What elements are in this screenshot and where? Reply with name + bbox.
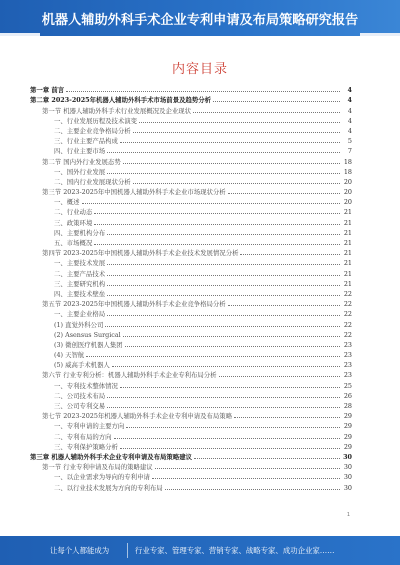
toc-entry[interactable] xyxy=(30,379,352,389)
toc-entry-title: 二、国内行业发展现状分析 xyxy=(54,177,131,186)
toc-leader-dots xyxy=(107,285,340,286)
toc-entry-page: 30 xyxy=(343,483,352,492)
toc-leader-dots xyxy=(123,163,340,164)
report-header xyxy=(0,0,400,36)
toc-entry-page: 22 xyxy=(343,330,352,339)
toc-entry-title: 二、专利布局的方向 xyxy=(54,432,112,441)
toc-leader-dots xyxy=(105,326,340,327)
toc-entry[interactable] xyxy=(30,441,352,451)
toc-entry-page: 4 xyxy=(347,86,352,95)
toc-leader-dots xyxy=(139,122,340,123)
toc-entry[interactable] xyxy=(30,247,352,257)
toc-entry-page: 4 xyxy=(347,116,352,125)
toc-entry-page: 20 xyxy=(343,177,352,186)
toc-entry[interactable] xyxy=(30,145,352,155)
toc-entry-title: 第五节 2023-2025年中国机器人辅助外科手术企业竞争格局分析 xyxy=(42,300,226,309)
toc-entry[interactable] xyxy=(30,104,352,114)
toc-leader-dots xyxy=(94,213,340,214)
toc-leader-dots xyxy=(152,478,340,479)
toc-entry[interactable] xyxy=(30,155,352,165)
toc-entry-page: 21 xyxy=(343,269,352,278)
toc-entry-page: 22 xyxy=(343,300,352,309)
toc-leader-dots xyxy=(193,112,340,113)
toc-entry[interactable] xyxy=(30,471,352,481)
toc-entry[interactable] xyxy=(30,349,352,359)
toc-entry[interactable] xyxy=(30,84,352,94)
toc-leader-dots xyxy=(126,427,340,428)
toc-entry[interactable] xyxy=(30,94,352,104)
page-number: 1 xyxy=(346,512,350,518)
toc-entry[interactable] xyxy=(30,237,352,247)
toc-entry-title: 一、以企业需求为导向的专利申请 xyxy=(54,473,150,482)
toc-entry-title: 一、行业发展历程及技术演变 xyxy=(54,116,138,125)
toc-entry[interactable] xyxy=(30,257,352,267)
toc-entry[interactable] xyxy=(30,166,352,176)
table-of-contents xyxy=(30,84,352,492)
toc-entry-page: 30 xyxy=(343,452,352,461)
toc-leader-dots xyxy=(125,346,340,347)
toc-entry-title: 三、主要研究机构 xyxy=(54,279,106,288)
toc-entry-page: 21 xyxy=(343,249,352,258)
toc-entry[interactable] xyxy=(30,267,352,277)
toc-entry[interactable] xyxy=(30,135,352,145)
toc-entry[interactable] xyxy=(30,206,352,216)
toc-entry-page: 23 xyxy=(343,351,352,360)
toc-leader-dots xyxy=(94,244,340,245)
toc-leader-dots xyxy=(213,101,340,102)
toc-entry-title: 三、公司专利交易 xyxy=(54,402,106,410)
toc-entry-page: 4 xyxy=(347,96,352,105)
toc-entry-page: 23 xyxy=(343,361,352,370)
toc-leader-dots xyxy=(107,152,340,153)
footer-slogan-right: 行业专家、管理专家、营销专家、战略专家、成功企业家…… xyxy=(135,546,335,555)
toc-entry-title: 二、主要企业竞争格局分析 xyxy=(54,126,131,135)
toc-leader-dots xyxy=(219,376,340,377)
toc-entry-title: (4) 天智航 xyxy=(54,351,85,360)
toc-entry-page: 21 xyxy=(343,208,352,217)
toc-entry[interactable] xyxy=(30,125,352,135)
toc-entry[interactable] xyxy=(30,369,352,379)
toc-entry-page: 29 xyxy=(343,432,352,441)
toc-entry[interactable] xyxy=(30,400,352,410)
footer-slogan-left: 让每个人都能成为 xyxy=(50,546,110,555)
toc-leader-dots xyxy=(107,407,340,408)
toc-entry-page: 25 xyxy=(343,381,352,390)
toc-entry-title: 三、行业主要产品构成 xyxy=(54,137,118,146)
toc-entry[interactable] xyxy=(30,288,352,298)
toc-entry-title: 二、行业动态 xyxy=(54,208,93,217)
toc-entry[interactable] xyxy=(30,329,352,339)
toc-leader-dots xyxy=(228,305,340,306)
toc-leader-dots xyxy=(240,254,340,255)
toc-entry[interactable] xyxy=(30,420,352,430)
toc-leader-dots xyxy=(120,142,340,143)
toc-leader-dots xyxy=(107,397,340,398)
toc-entry[interactable] xyxy=(30,216,352,226)
toc-entry-title: 二、以行业技术发展为方向的专利布局 xyxy=(54,483,163,492)
toc-entry-title: (2) Asensus Surgical xyxy=(54,330,121,339)
toc-entry-title: 一、专利技术整体情况 xyxy=(54,381,118,390)
toc-entry-title: 一、主要企业格局 xyxy=(54,310,106,319)
footer-divider xyxy=(127,543,128,558)
toc-entry-page: 23 xyxy=(343,340,352,349)
toc-leader-dots xyxy=(107,295,340,296)
toc-entry-title: 二、公司技术布局 xyxy=(54,391,106,400)
toc-leader-dots xyxy=(86,356,340,357)
toc-entry-page: 22 xyxy=(343,320,352,329)
toc-leader-dots xyxy=(107,264,340,265)
toc-entry-title: 第二节 国内外行业发展态势 xyxy=(42,157,121,166)
toc-entry-page: 7 xyxy=(347,147,352,156)
toc-leader-dots xyxy=(120,387,340,388)
toc-entry-title: (1) 直觉外科公司 xyxy=(54,320,104,329)
toc-leader-dots xyxy=(194,458,340,459)
toc-entry-page: 22 xyxy=(343,310,352,319)
toc-entry-page: 5 xyxy=(347,137,352,146)
toc-entry-title: 第六节 行业专利分析：机器人辅助外科手术企业专利布局分析 xyxy=(42,371,217,380)
toc-entry[interactable] xyxy=(30,176,352,186)
toc-entry-page: 18 xyxy=(343,167,352,176)
toc-entry-page: 21 xyxy=(343,239,352,247)
toc-entry-page: 30 xyxy=(343,473,352,482)
toc-entry-page: 20 xyxy=(343,188,352,197)
toc-entry-title: (3) 微创医疗机器人集团 xyxy=(54,340,123,349)
toc-entry-title: 第二章 2023-2025年机器人辅助外科手术市场前景及趋势分析 xyxy=(30,96,212,105)
toc-entry[interactable] xyxy=(30,298,352,308)
toc-entry-page: 21 xyxy=(343,218,352,227)
toc-entry-title: 第七节 2023-2025年机器人辅助外科手术企业专利申请及布局策略 xyxy=(42,412,233,421)
toc-entry-page: 30 xyxy=(343,463,352,472)
toc-entry-page: 20 xyxy=(343,198,352,207)
toc-entry-title: 一、主要技术发展 xyxy=(54,259,106,268)
toc-entry-page: 22 xyxy=(343,289,352,298)
toc-entry-page: 21 xyxy=(343,228,352,237)
toc-leader-dots xyxy=(107,234,340,235)
toc-leader-dots xyxy=(112,366,340,367)
toc-entry-title: 四、主要技术壁垒 xyxy=(54,289,106,298)
toc-entry[interactable] xyxy=(30,359,352,369)
toc-entry-title: 三、专利保护策略分析 xyxy=(54,442,118,451)
toc-entry-title: 四、行业主要市场 xyxy=(54,147,106,156)
toc-entry-title: 第一节 机器人辅助外科手术行业发展概况及企业现状 xyxy=(42,106,192,115)
toc-entry-title: 第三章 机器人辅助外科手术企业专利申请及布局策略建议 xyxy=(30,452,192,461)
toc-leader-dots xyxy=(94,224,340,225)
toc-entry[interactable] xyxy=(30,196,352,206)
toc-leader-dots xyxy=(107,275,340,276)
footer-band xyxy=(0,536,400,565)
toc-leader-dots xyxy=(82,203,340,204)
toc-entry-page: 4 xyxy=(347,106,352,115)
toc-entry[interactable] xyxy=(30,461,352,471)
toc-entry-page: 18 xyxy=(343,157,352,166)
toc-entry-page: 23 xyxy=(343,371,352,380)
toc-entry-title: 二、主要产品技术 xyxy=(54,269,106,278)
toc-leader-dots xyxy=(66,91,340,92)
toc-entry-page: 26 xyxy=(343,391,352,400)
toc-entry[interactable] xyxy=(30,430,352,440)
toc-entry[interactable] xyxy=(30,410,352,420)
toc-entry-title: 第三节 2023-2025年中国机器人辅助外科手术企业市场现状分析 xyxy=(42,188,226,197)
toc-entry-page: 29 xyxy=(343,412,352,421)
toc-entry-page: 4 xyxy=(347,126,352,135)
toc-entry-page: 21 xyxy=(343,279,352,288)
toc-entry-page: 28 xyxy=(343,402,352,410)
toc-entry-title: 四、主要机构分布 xyxy=(54,228,106,237)
toc-entry[interactable] xyxy=(30,227,352,237)
toc-leader-dots xyxy=(107,173,340,174)
toc-entry-title: 第一章 前言 xyxy=(30,86,65,95)
toc-entry-title: 三、政策环境 xyxy=(54,218,93,227)
toc-entry[interactable] xyxy=(30,278,352,288)
toc-entry-title: 一、国外行业发展 xyxy=(54,167,106,176)
toc-leader-dots xyxy=(228,193,340,194)
toc-leader-dots xyxy=(114,438,340,439)
header-stripe-right xyxy=(360,33,400,36)
toc-leader-dots xyxy=(123,336,340,337)
toc-entry[interactable] xyxy=(30,115,352,125)
toc-leader-dots xyxy=(120,448,340,449)
toc-entry-title: 五、市场概况 xyxy=(54,239,93,247)
toc-entry[interactable] xyxy=(30,481,352,491)
toc-entry[interactable] xyxy=(30,390,352,400)
toc-entry[interactable] xyxy=(30,308,352,318)
toc-entry-title: 第四节 2023-2025年中国机器人辅助外科手术企业技术发展情况分析 xyxy=(42,249,239,258)
toc-entry-title: (5) 威高手术机器人 xyxy=(54,361,110,370)
toc-entry-page: 29 xyxy=(343,422,352,431)
toc-leader-dots xyxy=(107,315,340,316)
header-stripe-left xyxy=(0,33,40,36)
toc-entry[interactable] xyxy=(30,318,352,328)
toc-leader-dots xyxy=(234,417,340,418)
toc-entry-title: 一、概述 xyxy=(54,198,80,207)
toc-entry[interactable] xyxy=(30,186,352,196)
toc-entry-page: 21 xyxy=(343,259,352,268)
toc-entry-page: 29 xyxy=(343,442,352,451)
toc-heading: 内容目录 xyxy=(171,62,228,77)
toc-entry-title: 第一节 行业专利申请及布局的策略建议 xyxy=(42,463,153,472)
toc-leader-dots xyxy=(155,468,340,469)
toc-entry[interactable] xyxy=(30,451,352,461)
toc-entry[interactable] xyxy=(30,339,352,349)
toc-entry-title: 一、专利申请的主要方向 xyxy=(54,422,125,431)
report-title: 机器人辅助外科手术企业专利申请及布局策略研究报告 xyxy=(41,13,359,28)
toc-leader-dots xyxy=(165,489,340,490)
toc-leader-dots xyxy=(133,183,340,184)
toc-leader-dots xyxy=(133,132,340,133)
